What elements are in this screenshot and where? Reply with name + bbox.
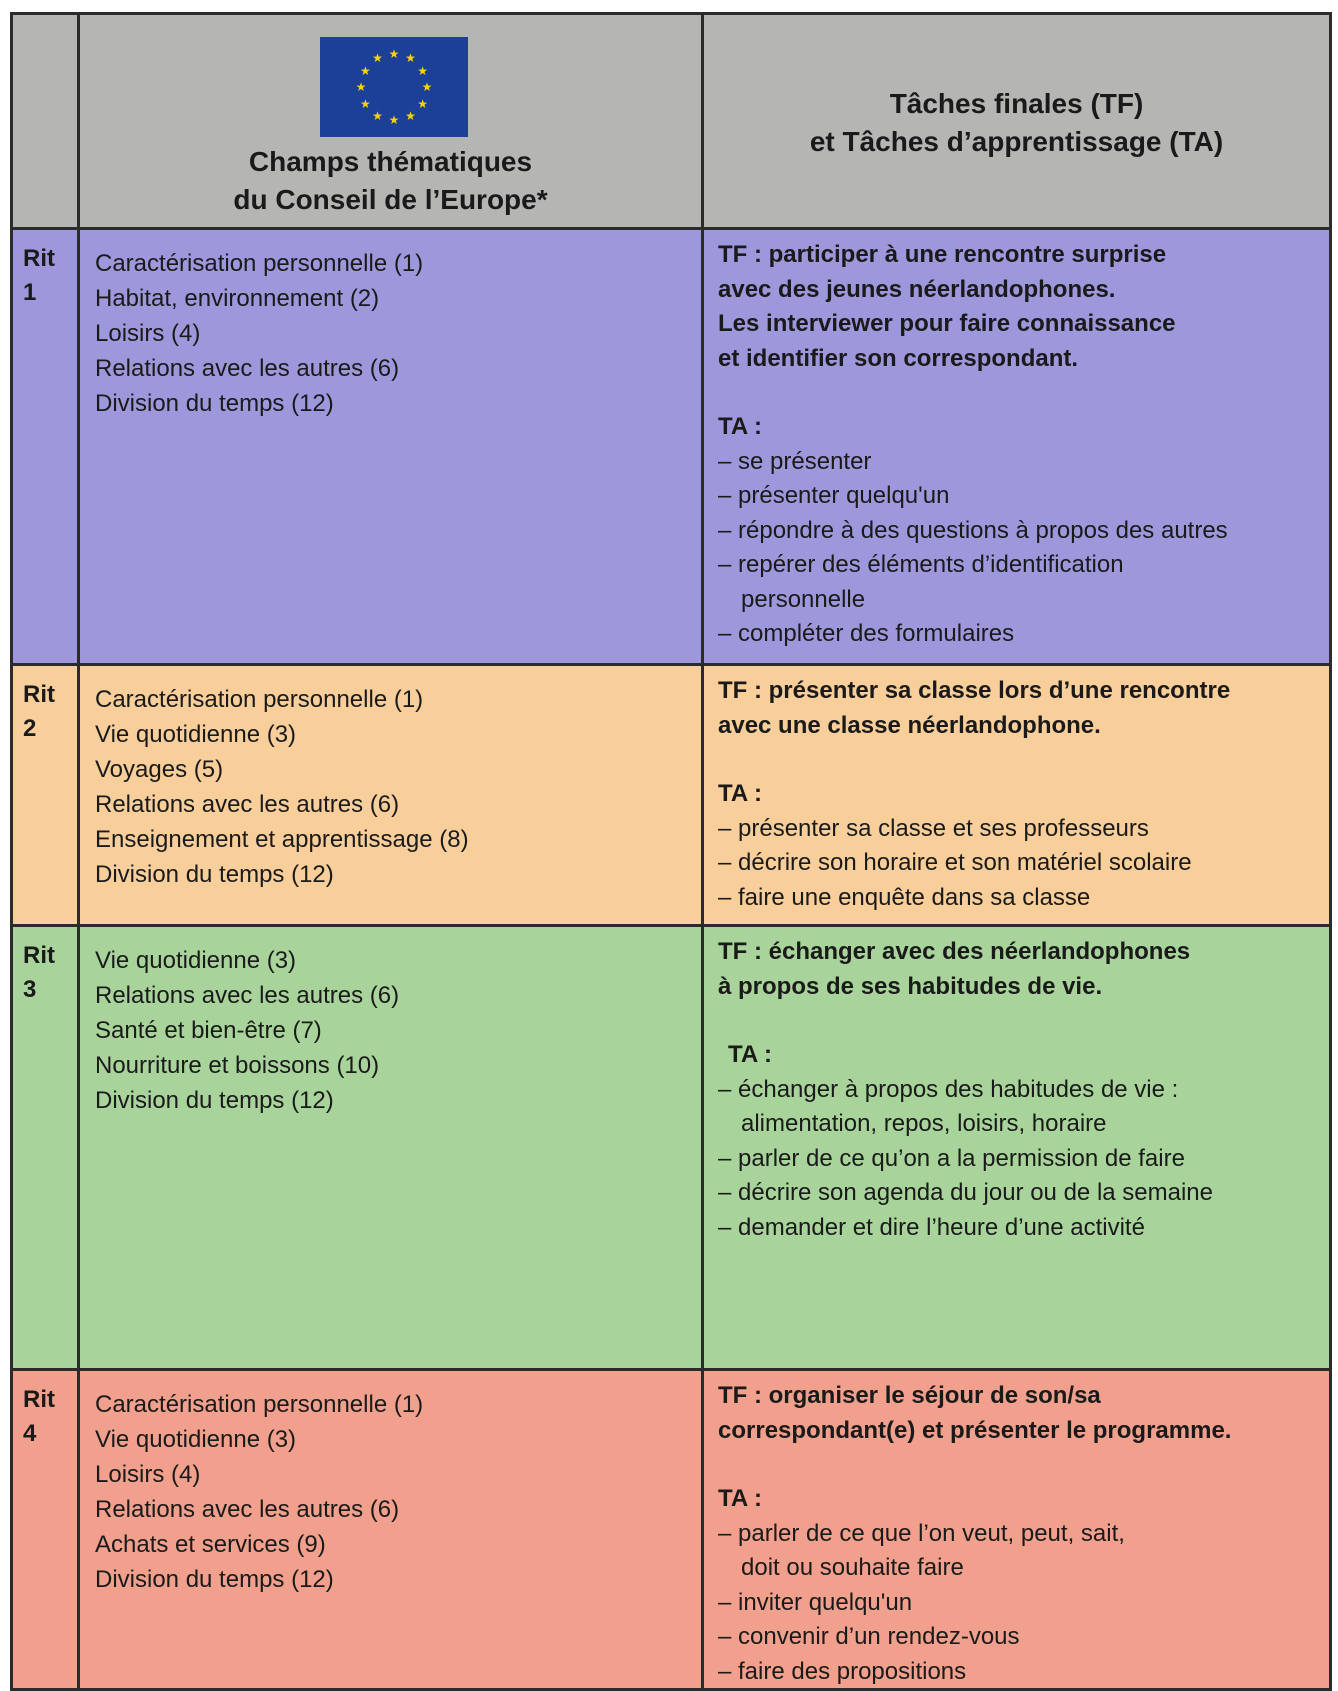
tasks-cell: [704, 230, 1329, 663]
learning-task-item: – parler de ce que l’on veut, peut, sait,: [718, 1519, 1125, 1547]
theme-item: Habitat, environnement (2): [95, 285, 380, 312]
learning-task-item: – se présenter: [718, 447, 872, 475]
tasks-title-line: et Tâches d’apprentissage (TA): [809, 126, 1224, 157]
learning-task-item: – demander et dire l’heure d’une activité: [718, 1213, 1145, 1241]
star-icon: ★: [417, 63, 428, 78]
star-icon: ★: [372, 51, 383, 66]
star-icon: ★: [388, 113, 400, 127]
learning-task-item: – décrire son horaire et son matériel scolaire: [718, 849, 1192, 876]
final-task-line: correspondant(e) et présenter le programme.: [718, 1416, 1232, 1444]
star-icon: ★: [417, 96, 428, 111]
learning-tasks-label: TA :: [728, 1041, 772, 1068]
rit-label: Rit: [23, 1386, 55, 1413]
learning-task-item: – répondre à des questions à propos des autres: [718, 516, 1228, 544]
star-icon: ★: [360, 63, 371, 78]
theme-item: Division du temps (12): [95, 1087, 334, 1114]
tasks-cell: [704, 927, 1329, 1368]
header-tasks-cell: [704, 15, 1329, 227]
themes-cell: [80, 666, 701, 924]
theme-item: Vie quotidienne (3): [95, 1426, 297, 1453]
final-task: [718, 935, 1329, 1004]
final-task-line: TF : présenter sa classe lors d’une rencontre: [718, 677, 1231, 704]
learning-task-item: – présenter sa classe et ses professeurs: [718, 814, 1149, 842]
final-task-line: et identifier son correspondant.: [718, 344, 1079, 372]
learning-tasks-list: [718, 445, 1329, 652]
star-icon: ★: [372, 108, 383, 123]
theme-item: Relations avec les autres (6): [95, 982, 400, 1009]
theme-item: Division du temps (12): [95, 390, 334, 417]
header-corner-cell: [13, 15, 77, 227]
learning-tasks-label: TA :: [718, 1485, 762, 1512]
learning-tasks-list: [718, 1517, 1329, 1689]
learning-task-item: – faire une enquête dans sa classe: [718, 883, 1091, 911]
learning-task-item: doit ou souhaite faire: [741, 1554, 964, 1581]
theme-item: Nourriture et boissons (10): [95, 1052, 380, 1079]
learning-task-item: – présenter quelqu'un: [718, 482, 950, 509]
header-themes-cell: [80, 15, 701, 227]
theme-item: Loisirs (4): [95, 320, 201, 347]
theme-item: Caractérisation personnelle (1): [95, 1391, 424, 1418]
learning-tasks-list: [718, 812, 1329, 916]
star-icon: ★: [405, 108, 416, 123]
rit-label: Rit: [23, 681, 55, 708]
learning-task-item: – convenir d’un rendez-vous: [718, 1623, 1020, 1650]
themes-column-title: [80, 143, 701, 219]
eu-flag-icon: [320, 37, 468, 137]
rit-label-cell: [13, 1371, 77, 1688]
rit-label-cell: [13, 666, 77, 924]
learning-task-item: – faire des propositions: [718, 1657, 967, 1685]
rit-number: 3: [23, 976, 37, 1003]
learning-task-item: – échanger à propos des habitudes de vie :: [718, 1075, 1179, 1103]
final-task-line: Les interviewer pour faire connaissance: [718, 310, 1176, 337]
theme-item: Relations avec les autres (6): [95, 355, 400, 382]
learning-tasks-list: [718, 1073, 1329, 1246]
learning-task-item: – décrire son agenda du jour ou de la semaine: [718, 1179, 1213, 1206]
theme-item: Achats et services (9): [95, 1531, 326, 1558]
star-icon: ★: [355, 80, 367, 94]
theme-item: Voyages (5): [95, 756, 224, 783]
theme-item: Relations avec les autres (6): [95, 791, 400, 818]
theme-item: Division du temps (12): [95, 861, 334, 888]
learning-tasks-label: TA :: [718, 780, 762, 807]
final-task: [718, 674, 1329, 743]
final-task-line: TF : organiser le séjour de son/sa: [718, 1382, 1101, 1409]
learning-task-item: – repérer des éléments d’identification: [718, 551, 1124, 578]
theme-item: Vie quotidienne (3): [95, 721, 297, 748]
final-task-line: avec des jeunes néerlandophones.: [718, 275, 1116, 303]
tasks-cell: [704, 666, 1329, 924]
themes-title-line: du Conseil de l’Europe*: [233, 184, 548, 215]
rit-label: Rit: [23, 942, 55, 969]
theme-item: Santé et bien-être (7): [95, 1017, 322, 1044]
themes-cell: [80, 927, 701, 1368]
final-task: [718, 1379, 1329, 1448]
tasks-cell: [704, 1371, 1329, 1688]
rit-label-cell: [13, 927, 77, 1368]
final-task-line: à propos de ses habitudes de vie.: [718, 972, 1103, 1000]
rit-label-cell: [13, 230, 77, 663]
tasks-column-title: [704, 85, 1329, 161]
learning-task-item: – compléter des formulaires: [718, 620, 1015, 647]
star-icon: ★: [360, 96, 371, 111]
learning-task-item: personnelle: [741, 585, 866, 613]
theme-item: Enseignement et apprentissage (8): [95, 826, 469, 853]
final-task-line: TF : participer à une rencontre surprise: [718, 241, 1167, 268]
tasks-title-line: Tâches finales (TF): [889, 88, 1144, 119]
theme-item: Vie quotidienne (3): [95, 947, 297, 974]
rit-number: 4: [23, 1420, 37, 1447]
final-task-line: TF : échanger avec des néerlandophones: [718, 938, 1191, 965]
rit-number: 1: [23, 279, 37, 306]
learning-task-item: alimentation, repos, loisirs, horaire: [741, 1110, 1107, 1137]
theme-item: Division du temps (12): [95, 1566, 334, 1593]
star-icon: ★: [405, 51, 416, 66]
learning-task-item: – inviter quelqu'un: [718, 1588, 913, 1616]
rit-label: Rit: [23, 245, 55, 272]
themes-cell: [80, 230, 701, 663]
final-task: [718, 238, 1329, 376]
theme-item: Relations avec les autres (6): [95, 1496, 400, 1523]
star-icon: ★: [388, 47, 400, 61]
final-task-line: avec une classe néerlandophone.: [718, 711, 1101, 739]
theme-item: Caractérisation personnelle (1): [95, 686, 424, 713]
learning-tasks-label: TA :: [718, 413, 762, 440]
theme-item: Loisirs (4): [95, 1461, 201, 1488]
theme-item: Caractérisation personnelle (1): [95, 250, 424, 277]
learning-task-item: – parler de ce qu’on a la permission de faire: [718, 1144, 1185, 1172]
curriculum-table: [10, 12, 1332, 1691]
themes-title-line: Champs thématiques: [248, 146, 533, 177]
rit-number: 2: [23, 715, 37, 742]
themes-cell: [80, 1371, 701, 1688]
star-icon: ★: [421, 80, 433, 94]
